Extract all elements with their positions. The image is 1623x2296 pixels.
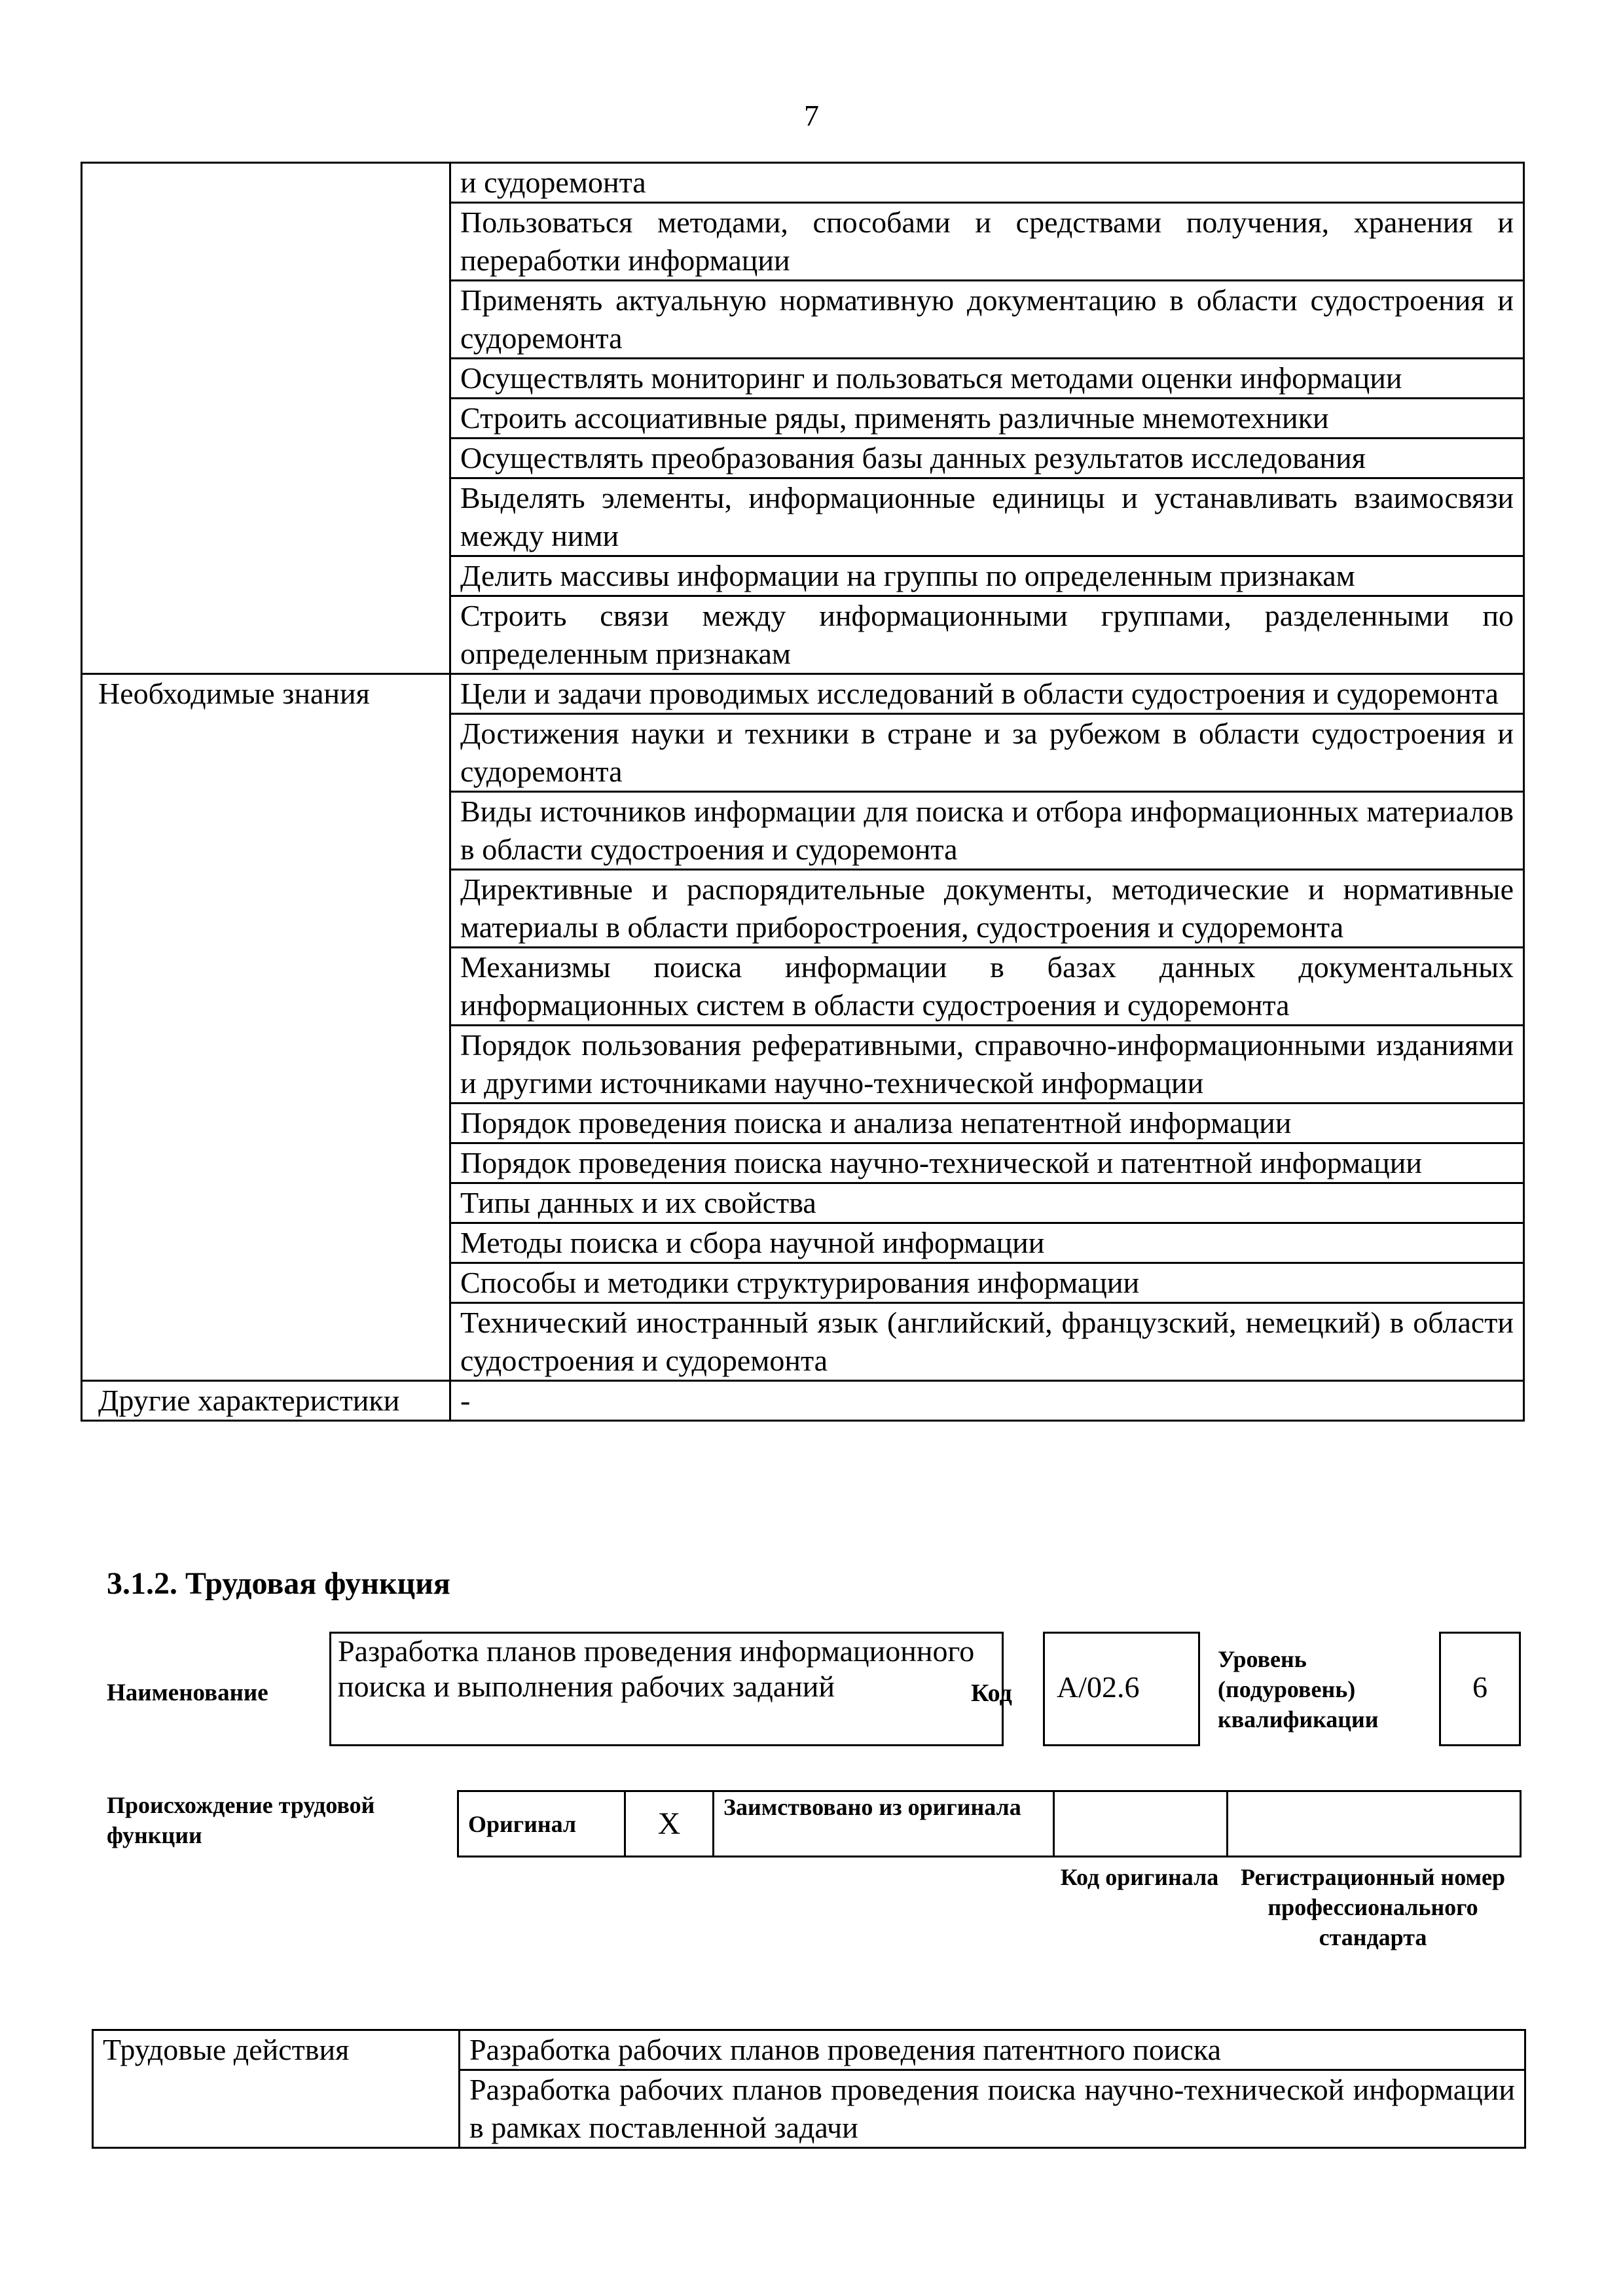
action-item: Разработка рабочих планов проведения поиска научно-технической информации в рамках поставленной задачи xyxy=(460,2070,1525,2148)
skill-item: Применять актуальную нормативную документацию в области судостроения и судоремонта xyxy=(450,281,1524,359)
origin-label: Происхождение трудовой функции xyxy=(107,1792,375,1848)
skill-item: Пользоваться методами, способами и средствами получения, хранения и переработки информации xyxy=(450,203,1524,281)
skill-item: и судоремонта xyxy=(450,163,1524,203)
original-code-cell xyxy=(1054,1791,1228,1857)
knowledge-item: Цели и задачи проводимых исследований в области судостроения и судоремонта xyxy=(450,674,1524,714)
code-label: Код xyxy=(971,1679,1012,1707)
page-number: 7 xyxy=(804,99,819,132)
original-label: Оригинал xyxy=(458,1791,625,1857)
name-value: Разработка планов проведения информационного поиска и выполнения рабочих заданий xyxy=(338,1634,975,1703)
origin-table xyxy=(457,1790,1522,1857)
name-label: Наименование xyxy=(107,1679,268,1706)
knowledge-label: Необходимые знания xyxy=(82,674,450,1381)
code-caption: Код оригинала xyxy=(1060,1864,1219,1890)
other-label: Другие характеристики xyxy=(82,1381,450,1421)
level-value: 6 xyxy=(1472,1670,1487,1704)
knowledge-item: Типы данных и их свойства xyxy=(450,1183,1524,1223)
level-label: Уровень (подуровень) квалификации xyxy=(1218,1646,1379,1732)
registration-number-cell xyxy=(1228,1791,1521,1857)
knowledge-item: Достижения науки и техники в стране и за рубежом в области судостроения и судоремонта xyxy=(450,714,1524,792)
original-mark: X xyxy=(625,1791,714,1857)
knowledge-item: Механизмы поиска информации в базах данных документальных информационных систем в области судостроения и судоремонта xyxy=(450,948,1524,1026)
name-box xyxy=(329,1632,1004,1746)
knowledge-item: Технический иностранный язык (английский, французский, немецкий) в области судостроения и судоремонта xyxy=(450,1303,1524,1381)
knowledge-item: Способы и методики структурирования информации xyxy=(450,1263,1524,1303)
borrowed-label: Заимствовано из оригинала xyxy=(714,1791,1054,1857)
skill-item: Делить массивы информации на группы по определенным признакам xyxy=(450,556,1524,596)
reg-caption: Регистрационный номер профессионального стандарта xyxy=(1240,1864,1506,1950)
level-box xyxy=(1439,1632,1521,1746)
skill-item: Выделять элементы, информационные единицы и устанавливать взаимосвязи между ними xyxy=(450,478,1524,556)
knowledge-item: Порядок пользования реферативными, справочно-информационными изданиями и другими источниками научно-технической информации xyxy=(450,1026,1524,1103)
knowledge-item: Директивные и распорядительные документы, методические и нормативные материалы в области приборостроения, судостроения и судоремонта xyxy=(450,870,1524,948)
knowledge-item: Порядок проведения поиска и анализа непатентной информации xyxy=(450,1103,1524,1143)
section-heading: 3.1.2. Трудовая функция xyxy=(107,1566,450,1601)
actions-label: Трудовые действия xyxy=(93,2030,460,2148)
knowledge-item: Порядок проведения поиска научно-технической и патентной информации xyxy=(450,1143,1524,1183)
action-item: Разработка рабочих планов проведения патентного поиска xyxy=(460,2030,1525,2070)
code-box xyxy=(1043,1632,1200,1746)
other-value: - xyxy=(450,1381,1524,1421)
knowledge-item: Методы поиска и сбора научной информации xyxy=(450,1223,1524,1263)
skill-item: Строить ассоциативные ряды, применять различные мнемотехники xyxy=(450,399,1524,439)
skills-label-cell xyxy=(82,163,450,674)
knowledge-item: Виды источников информации для поиска и отбора информационных материалов в области судостроения и судоремонта xyxy=(450,792,1524,870)
skills-table xyxy=(81,162,1525,1422)
skill-item: Осуществлять преобразования базы данных результатов исследования xyxy=(450,439,1524,478)
skill-item: Строить связи между информационными группами, разделенными по определенным признакам xyxy=(450,596,1524,674)
skill-item: Осуществлять мониторинг и пользоваться методами оценки информации xyxy=(450,359,1524,399)
actions-table xyxy=(92,2029,1526,2149)
code-value: А/02.6 xyxy=(1057,1670,1140,1704)
